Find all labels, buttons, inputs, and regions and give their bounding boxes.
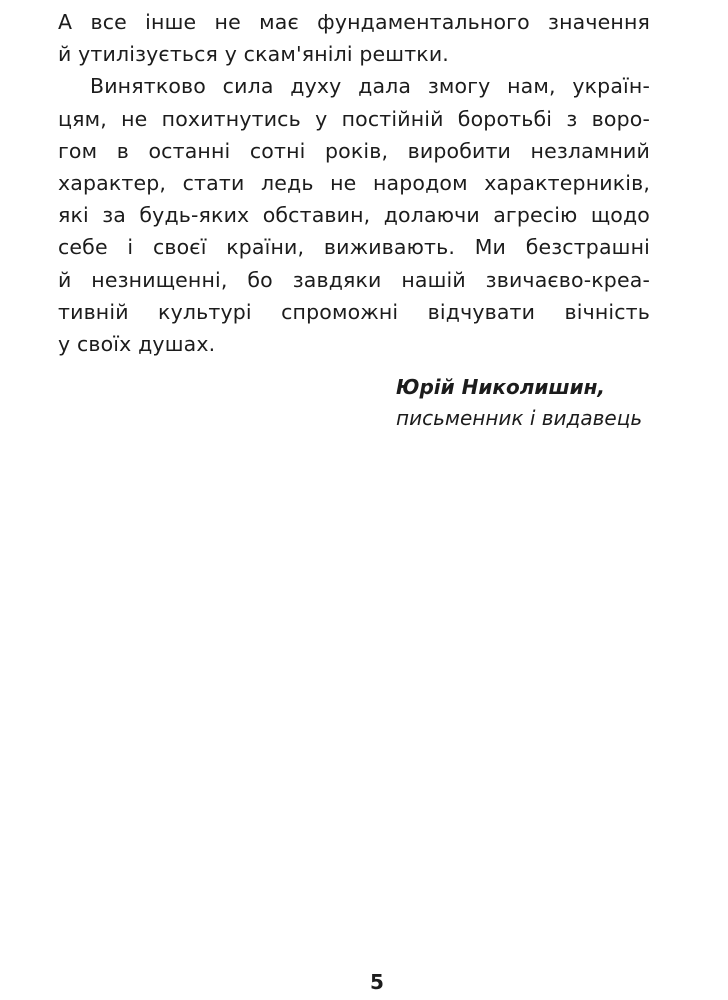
page-number: 5 [370, 970, 384, 994]
author-signature [396, 372, 716, 434]
text-line: цям, не похитнутись у постійній боротьбі з воро- [58, 106, 650, 131]
text-line: й утилізується у скам'янілі рештки. [58, 42, 449, 67]
text-line: характер, стати ледь не народом характерників, [58, 171, 650, 196]
text-line: й незнищенні, бо завдяки нашій звичаєво-креа- [58, 267, 650, 292]
main-text [58, 6, 650, 360]
author-role: письменник і видавець [396, 406, 643, 430]
text-line: гом в останні сотні років, виробити незламний [58, 138, 650, 163]
text-line: Винятково сила духу дала змогу нам, україн- [90, 74, 650, 99]
text-line: тивній культурі спроможні відчувати вічність [58, 299, 650, 324]
author-name: Юрій Николишин, [396, 375, 606, 399]
text-line: у своїх душах. [58, 332, 216, 357]
text-line: які за будь-яких обставин, долаючи агресію щодо [58, 203, 650, 228]
text-line: себе і своєї країни, виживають. Ми безстрашні [58, 235, 650, 260]
text-line: А все інше не має фундаментального значення [58, 10, 650, 34]
